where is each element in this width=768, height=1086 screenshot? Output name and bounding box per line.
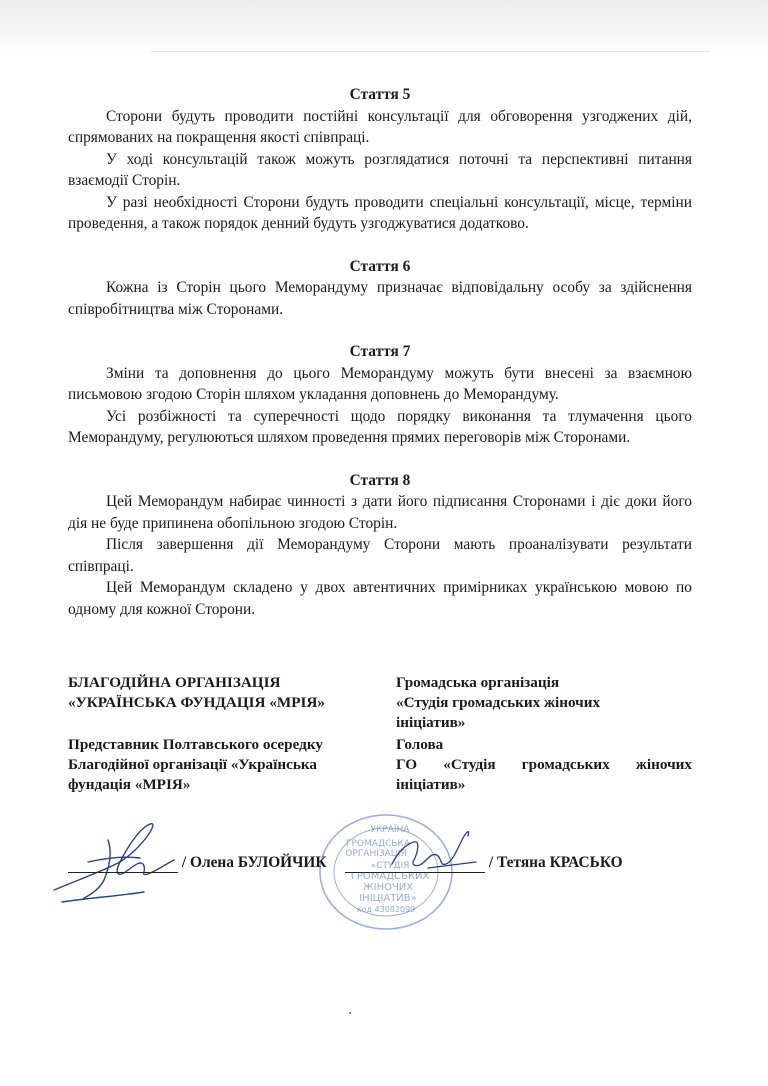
signatory-name: / Тетяна КРАСЬКО [488,854,623,871]
stamp-text: ГРОМАДСЬКА [346,839,410,849]
article-title: Стаття 5 [349,86,411,103]
stamp-text: УКРАЇНА [370,825,410,835]
signature-underline [345,854,485,873]
signatory-name: / Олена БУЛОЙЧИК [181,854,327,871]
scan-top-shadow [0,0,768,52]
article-paragraph: Цей Меморандум набирає чинності з дати його підписання Сторонами і діє доки його дія не буде припинена обопільною згодою Сторін. [68,493,692,532]
signature-underline [68,854,178,873]
article-paragraph: У ході консультацій також можуть розглядатися поточні та перспективні питання взаємодії Сторін. [68,150,692,189]
article-paragraph: Кожна із Сторін цього Меморандуму призначає відповідальну особу за здійснення співробітництва між Сторонами. [68,279,692,318]
party-org-name: ініціатив» [396,714,466,731]
party-right [396,673,692,795]
party-org-name: «УКРАЇНСЬКА ФУНДАЦІЯ «МРІЯ» [68,694,325,711]
stamp-text: ЖІНОЧИХ [362,882,414,893]
stamp-text: ОРГАНІЗАЦІЯ [345,849,407,859]
article-6 [68,256,692,321]
article-8 [68,470,692,621]
document-body [68,84,692,641]
article-7 [68,341,692,449]
party-representative: фундація «МРІЯ» [68,776,191,793]
party-representative: ініціатив» [396,776,466,793]
party-representative: Представник Полтавського осередку [68,736,323,753]
party-left [68,673,368,795]
stamp-text: «СТУДІЯ [370,861,410,871]
stamp-text: ГРОМАДСЬКИХ [350,871,430,882]
signature-line-right [345,853,623,877]
article-title: Стаття 8 [349,471,411,489]
article-paragraph: Цей Меморандум складено у двох автентичних примірниках українською мовою по одному для кожної Сторони. [68,579,692,618]
scan-speck [349,1012,351,1014]
article-title: Стаття 6 [349,257,411,275]
party-representative: Голова [396,736,444,753]
party-org-name: «Студія громадських жіночих [396,694,601,711]
article-paragraph: Після завершення дії Меморандуму Сторони мають проаналізувати результати співпраці. [68,536,692,575]
article-5 [68,84,692,235]
stamp-text: ІНІЦІАТИВ» [359,893,417,904]
article-title: Стаття 7 [349,343,411,360]
scan-edge-line [150,51,710,52]
party-org-name: Громадська організація [396,674,560,691]
article-paragraph: Зміни та доповнення до цього Меморандуму можуть бути внесені за взаємною письмовою згодою Сторін шляхом укладання доповнень до Меморандуму. [68,364,692,403]
article-paragraph: Усі розбіжності та суперечності щодо порядку виконання та тлумачення цього Меморандуму, регулюються шляхом проведення прямих переговорів між Сторонами. [68,407,692,446]
stamp-text: код 43082099 [356,905,416,914]
article-paragraph: У разі необхідності Сторони будуть проводити спеціальні консультації, місце, терміни проведення, а також порядок денний будуть узгоджуватися додатково. [68,193,692,232]
party-org-name: БЛАГОДІЙНА ОРГАНІЗАЦІЯ [68,674,281,691]
signature-line-left [68,853,327,877]
party-representative: Благодійної організації «Українська [68,756,317,773]
article-paragraph: Сторони будуть проводити постійні консультації для обговорення узгоджених дій, спрямованих на покращення якості співпраці. [68,107,692,146]
party-representative: ГО «Студія громадських жіночих [396,756,692,773]
